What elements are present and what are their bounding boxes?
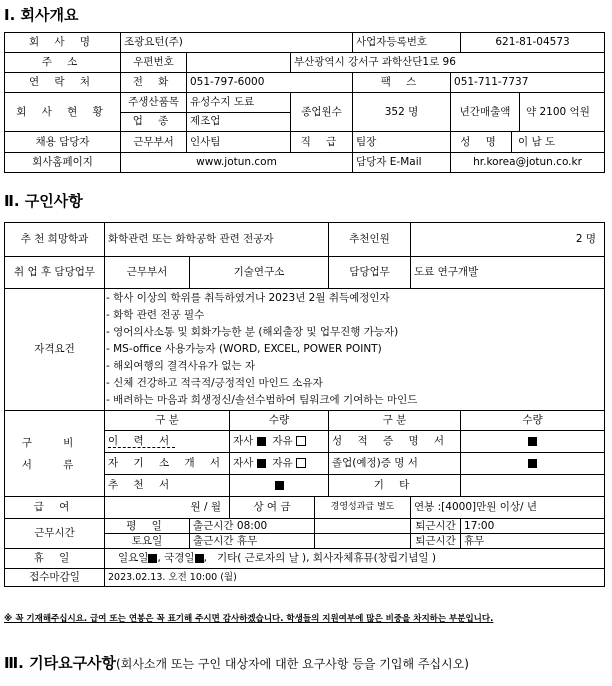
phone-value: 051-797-6000: [187, 73, 353, 93]
resume-qty: [230, 431, 329, 453]
employees-value: 352 명: [353, 93, 451, 132]
company-label: 회 사 명: [5, 33, 121, 53]
deadline-label: 접수마감일: [5, 569, 105, 587]
grades-qty: [461, 431, 605, 453]
zip-value: [187, 53, 291, 73]
position-value: 팀장: [353, 132, 451, 153]
bizno-label: 사업자등록번호: [353, 33, 461, 53]
workdept-label: 근무부서: [105, 257, 190, 289]
weekday-spacer: [315, 519, 411, 534]
bizno-value: 621-81-04573: [461, 33, 605, 53]
resume-text: 이 력 서: [108, 435, 176, 447]
holiday-etc: 기타( 근로자의 날 ), 회사자체휴뮤(창립기념일 ): [216, 552, 436, 564]
checked-box-icon[interactable]: [148, 554, 157, 563]
documents-label: 구 비 서 류: [5, 411, 105, 497]
section3-subtitle: (회사소개 또는 구인 대상자에 대한 요구사항 등을 기입해 주십시오): [116, 657, 469, 671]
annual-salary: 연봉 :[4000]만원 이상/ 년: [411, 497, 605, 519]
deadline-value: 2023.02.13. 오전 10:00 (월): [105, 569, 605, 587]
section2-title: Ⅱ. 구인사항: [4, 192, 83, 210]
count-label: 추천인원: [329, 223, 411, 257]
cover-label: 자 기 소 개 서: [105, 453, 230, 475]
saturday-out-label: 퇴근시간: [411, 534, 461, 549]
holiday-label: 휴 일: [5, 549, 105, 569]
company-name: 조광요턴(주): [121, 33, 353, 53]
footnote-text: ※ 꼭 기재해주십시요. 급여 또는 연봉은 꼭 표기해 주시면 감사하겠습니다. 학생들의 지원여부에 많은 비중을 차지하는 부분입니다.: [4, 614, 494, 624]
section1-title: Ⅰ. 회사개요: [4, 6, 79, 24]
weekday-out-label: 퇴근시간: [411, 519, 461, 534]
weekday-label: 평 일: [105, 519, 190, 534]
email-label: 담당자 E-Mail: [353, 153, 451, 173]
workdept-value: 기술연구소: [190, 257, 329, 289]
industry-label: 업 종: [121, 112, 187, 132]
docs-head-qty2: 수량: [461, 411, 605, 431]
pay-unit: 원 / 월: [105, 497, 230, 519]
zip-label: 우편번호: [121, 53, 187, 73]
docs-head-kind: 구 분: [105, 411, 230, 431]
status-label: 회 사 현 황: [5, 93, 121, 132]
etc-qty: [461, 475, 605, 497]
checked-box-icon[interactable]: [257, 459, 266, 468]
dept-label: 근무부서: [121, 132, 187, 153]
checked-box-icon[interactable]: [528, 437, 537, 446]
etc-label: 기 타: [329, 475, 461, 497]
fax-value: 051-711-7737: [451, 73, 605, 93]
contact-label: 연 락 처: [5, 73, 121, 93]
name-cell: [451, 132, 605, 153]
product-label: 주생산품목: [121, 93, 187, 113]
weekday-out-value: 17:00: [461, 519, 605, 534]
qualification-label: 자격요건: [5, 289, 105, 411]
recommend-qty: [230, 475, 329, 497]
position-label: 직 급: [291, 132, 353, 153]
recommend-label: 추 천 서: [105, 475, 230, 497]
qualification-item: - 화학 관련 전공 필수: [106, 309, 205, 321]
own-text: 자사: [233, 435, 254, 447]
qualification-item: - 해외여행의 결격사유가 없는 자: [106, 360, 255, 372]
section3-title: [4, 654, 469, 673]
qualification-item: - 학사 이상의 학위를 취득하였거나 2023년 2월 취득예정인자: [106, 292, 390, 304]
phone-label: 전 화: [121, 73, 187, 93]
bonus-value: 경영성과급 별도: [315, 497, 411, 519]
address-label: 주 소: [5, 53, 121, 73]
qualification-item: - 신체 건강하고 적극적/긍정적인 마인드 소유자: [106, 377, 323, 389]
industry-value: 제조업: [187, 112, 291, 132]
footnote: [4, 612, 493, 624]
holiday-value: 일요일 , 국경일 , 기타( 근로자의 날 ), 회사자체휴뮤(창립기념일 ): [105, 549, 605, 569]
weekday-in-label: [190, 519, 315, 534]
employees-label: 종업원수: [291, 93, 353, 132]
section3-heading: Ⅲ. 기타요구사항: [4, 654, 117, 672]
gradcert-qty: [461, 453, 605, 475]
saturday-spacer: [315, 534, 411, 549]
bonus-label: 상 여 금: [230, 497, 315, 519]
company-table: [4, 32, 605, 173]
in-label-text: 출근시간: [193, 519, 234, 532]
major-label: 추 천 희망학과: [5, 223, 105, 257]
name-label: 성 명: [460, 136, 502, 148]
count-value: 2 명: [411, 223, 605, 257]
grades-label: 성 적 증 명 서: [329, 431, 461, 453]
sales-cell: [451, 93, 605, 132]
checked-box-icon[interactable]: [257, 437, 266, 446]
saturday-in-value: 휴무: [236, 534, 258, 547]
qualification-item: - 영어의사소통 및 회화가능한 분 (해외출장 및 업무진행 가능자): [106, 326, 399, 338]
sales-label: 년간매출액: [459, 106, 511, 118]
checked-box-icon[interactable]: [528, 459, 537, 468]
free-text: 자유: [272, 435, 293, 447]
saturday-out-value: 휴무: [461, 534, 605, 549]
after-label: 취 업 후 담당업무: [5, 257, 105, 289]
duty-label: 담당업무: [329, 257, 411, 289]
docs-head-qty: 수량: [230, 411, 329, 431]
cover-qty: [230, 453, 329, 475]
checked-box-icon[interactable]: [275, 481, 284, 490]
duty-value: 도료 연구개발: [411, 257, 605, 289]
saturday-label: 토요일: [105, 534, 190, 549]
weekday-in-value: 08:00: [236, 519, 268, 532]
in-label-text: 출근시간: [193, 534, 234, 547]
job-table: [4, 222, 605, 587]
checked-box-icon[interactable]: [195, 554, 204, 563]
resume-label: [105, 431, 230, 453]
own-text: 자사: [233, 457, 254, 469]
fax-label: 팩 스: [353, 73, 451, 93]
email-link[interactable]: hr.korea@jotun.co.kr: [451, 153, 605, 173]
homepage-label: 회사홈페이지: [5, 153, 121, 173]
saturday-in-label: [190, 534, 315, 549]
empty-box-icon[interactable]: [296, 436, 306, 446]
qualification-item: - MS-office 사용가능자 (WORD, EXCEL, POWER POINT): [106, 343, 382, 355]
docs-head-kind2: 구 분: [329, 411, 461, 431]
dept-value: 인사팀: [187, 132, 291, 153]
empty-box-icon[interactable]: [296, 458, 306, 468]
product-value: 유성수지 도료: [187, 93, 291, 113]
free-text: 자유: [272, 457, 293, 469]
holiday-national: 국경일: [164, 552, 195, 564]
gradcert-label: 졸업(예정)증 명 서: [329, 453, 461, 475]
name-value: 이 남 도: [511, 132, 555, 152]
sales-value: 약 2100 억원: [519, 93, 590, 131]
qualification-list: [105, 289, 605, 411]
qualification-item: - 배려하는 마음과 희생정신/솔선수범하여 팀워크에 기여하는 마인드: [106, 394, 418, 406]
homepage-link[interactable]: www.jotun.com: [121, 153, 353, 173]
pay-label: 급 여: [5, 497, 105, 519]
address-value: 부산광역시 강서구 과학산단1로 96: [291, 53, 605, 73]
hours-label: 근무시간: [5, 519, 105, 549]
major-value: 화학관련 또는 화학공학 관련 전공자: [105, 223, 329, 257]
holiday-sunday: 일요일: [118, 552, 149, 564]
recruiter-label: 채용 담당자: [5, 132, 121, 153]
